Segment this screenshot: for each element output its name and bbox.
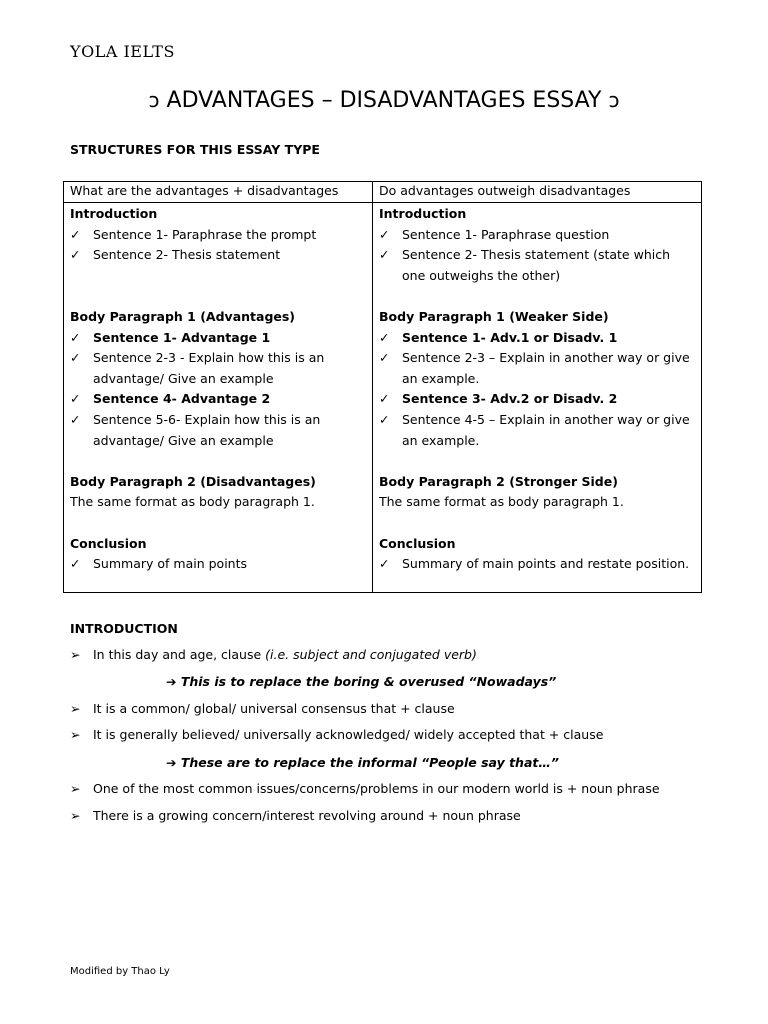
header-yola-ielts: YOLA IELTS	[70, 42, 175, 61]
structures-heading: STRUCTURES FOR THIS ESSAY TYPE	[70, 142, 320, 157]
list-item: ✓ Sentence 2- Thesis statement (state which one outweighs the other)	[379, 245, 695, 286]
check-icon: ✓	[70, 350, 81, 366]
bullet-arrow-icon: ➢	[70, 727, 81, 742]
check-icon: ✓	[70, 556, 81, 572]
col2-bp1-heading: Body Paragraph 1 (Weaker Side)	[379, 308, 609, 324]
list-item: ➢ In this day and age, clause (i.e. subject and conjugated verb)	[70, 647, 477, 662]
page-title	[0, 88, 768, 113]
check-icon: ✓	[379, 411, 390, 427]
check-icon: ✓	[379, 391, 390, 407]
col2-intro-heading: Introduction	[379, 206, 467, 221]
bullet-arrow-icon: ➢	[70, 781, 81, 796]
check-icon: ✓	[379, 329, 390, 345]
col2-conclusion-heading: Conclusion	[379, 535, 456, 551]
col1-cell	[64, 203, 373, 593]
col2-cell	[373, 203, 702, 593]
list-item: ✓ Sentence 2-3 - Explain how this is an advantage/ Give an example	[70, 348, 366, 389]
check-icon: ✓	[379, 247, 390, 263]
check-icon: ✓	[70, 247, 81, 263]
title-text: ADVANTAGES – DISADVANTAGES ESSAY	[166, 88, 602, 113]
list-item: ✓ Sentence 4-5 – Explain in another way or give an example.	[379, 410, 695, 451]
col2-bp2-text: The same format as body paragraph 1.	[379, 494, 624, 510]
col1-intro-heading: Introduction	[70, 206, 158, 221]
col1-bp2-text: The same format as body paragraph 1.	[70, 494, 315, 510]
bullet-arrow-icon: ➢	[70, 701, 81, 716]
list-item: ✓ Summary of main points and restate position.	[379, 554, 695, 575]
check-icon: ✓	[70, 411, 81, 427]
left-ornament-icon: ↄ	[148, 88, 160, 112]
right-ornament-icon: ↄ	[608, 88, 620, 112]
list-item: ✓ Sentence 2- Thesis statement	[70, 245, 366, 266]
col1-bp1-heading: Body Paragraph 1 (Advantages)	[70, 308, 296, 324]
list-item: ➢ It is a common/ global/ universal consensus that + clause	[70, 701, 455, 716]
list-item: ✓ Sentence 1- Paraphrase question	[379, 225, 695, 246]
footer-credit: Modified by Thao Ly	[70, 966, 170, 977]
check-icon: ✓	[379, 556, 390, 572]
col1-bp2-heading: Body Paragraph 2 (Disadvantages)	[70, 473, 316, 489]
col2-bp2-heading: Body Paragraph 2 (Stronger Side)	[379, 473, 618, 489]
list-item: ✓ Sentence 1- Adv.1 or Disadv. 1	[379, 328, 695, 349]
note-line: ➔ These are to replace the informal “People say that…”	[166, 755, 559, 770]
list-item: ✓ Sentence 5-6- Explain how this is an advantage/ Give an example	[70, 410, 366, 451]
col1-header: What are the advantages + disadvantages	[64, 182, 373, 203]
note-line: ➔ This is to replace the boring & overused “Nowadays”	[166, 674, 557, 689]
right-arrow-icon: ➔	[166, 755, 177, 770]
structure-table	[63, 181, 702, 593]
check-icon: ✓	[70, 226, 81, 242]
check-icon: ✓	[379, 226, 390, 242]
col1-conclusion-heading: Conclusion	[70, 535, 147, 551]
list-item: ✓ Sentence 2-3 – Explain in another way or give an example.	[379, 348, 695, 389]
check-icon: ✓	[70, 329, 81, 345]
introduction-heading: INTRODUCTION	[70, 621, 178, 636]
list-item: ✓ Sentence 4- Advantage 2	[70, 389, 366, 410]
check-icon: ✓	[70, 391, 81, 407]
list-item: ➢ It is generally believed/ universally acknowledged/ widely accepted that + clause	[70, 727, 604, 742]
list-item: ✓ Summary of main points	[70, 554, 366, 575]
list-item: ✓ Sentence 3- Adv.2 or Disadv. 2	[379, 389, 695, 410]
list-item: ✓ Sentence 1- Paraphrase the prompt	[70, 225, 366, 246]
bullet-arrow-icon: ➢	[70, 647, 81, 662]
list-item: ➢ One of the most common issues/concerns/problems in our modern world is + noun phrase	[70, 781, 660, 796]
bullet-arrow-icon: ➢	[70, 808, 81, 823]
list-item: ✓ Sentence 1- Advantage 1	[70, 328, 366, 349]
check-icon: ✓	[379, 350, 390, 366]
right-arrow-icon: ➔	[166, 674, 177, 689]
col2-header: Do advantages outweigh disadvantages	[373, 182, 702, 203]
list-item: ➢ There is a growing concern/interest revolving around + noun phrase	[70, 808, 521, 823]
